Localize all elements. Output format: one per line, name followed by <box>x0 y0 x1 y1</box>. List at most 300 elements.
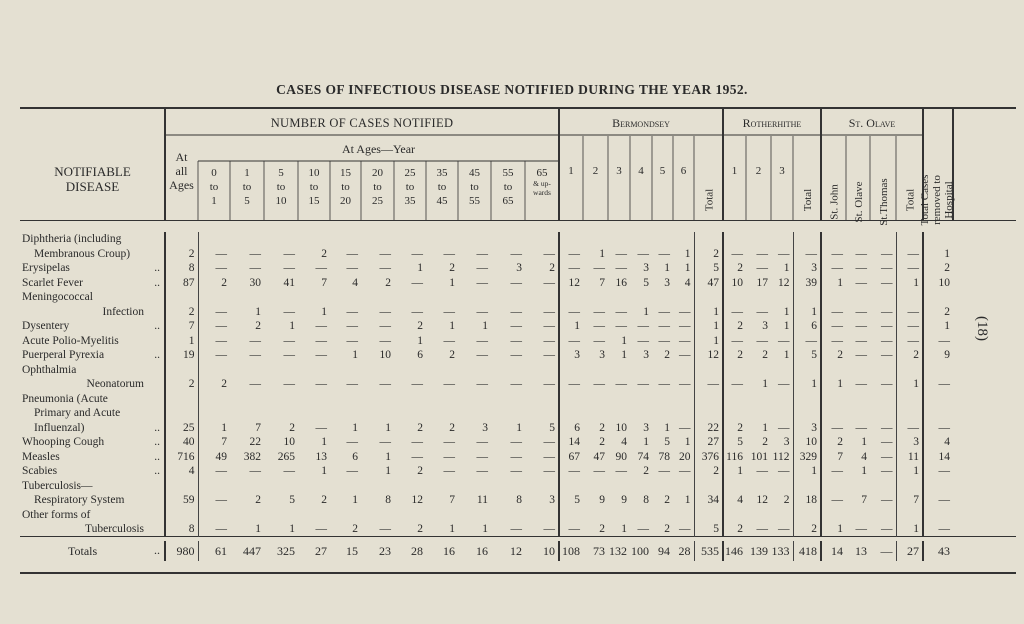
table-cell <box>361 479 394 494</box>
table-cell: 3 <box>793 261 821 276</box>
table-cell: 67 <box>568 450 580 463</box>
table-cell: 1 <box>352 421 358 434</box>
table-cell: 2 <box>944 305 950 318</box>
table-cell: — <box>525 377 559 392</box>
page-number: (18) <box>974 316 990 341</box>
age-band-label: to <box>341 181 350 193</box>
table-row <box>20 464 1001 479</box>
table-cell <box>923 290 953 305</box>
table-cell <box>771 406 793 421</box>
table-cell: — <box>568 523 580 535</box>
table-cell: — <box>283 334 295 347</box>
page-title: CASES OF INFECTIOUS DISEASE NOTIFIED DURING THE YEAR 1952. <box>276 82 748 97</box>
table-cell: 2 <box>449 421 455 434</box>
table-cell <box>361 508 394 523</box>
table-cell: — <box>525 276 559 291</box>
table-cell <box>746 363 771 378</box>
table-cell: 59 <box>165 493 198 508</box>
table-cell: 1 <box>837 276 843 289</box>
table-cell <box>198 232 230 247</box>
table-cell: — <box>673 305 694 320</box>
age-band-label: 65 <box>536 167 548 179</box>
table-cell: 2 <box>694 464 723 479</box>
table-cell: 112 <box>771 450 793 465</box>
table-cell: — <box>510 450 522 463</box>
table-cell: — <box>443 465 455 477</box>
ward-label: 3 <box>616 165 622 177</box>
table-cell <box>525 406 559 421</box>
table-cell: 3 <box>516 262 522 274</box>
table-cell: — <box>525 334 559 349</box>
table-cell: 2 <box>837 436 843 448</box>
table-cell: 265 <box>277 450 295 463</box>
table-cell: — <box>315 421 327 434</box>
notifiable-disease-heading: NOTIFIABLE <box>54 164 131 179</box>
ward-label: 1 <box>731 165 738 177</box>
table-cell: 1 <box>352 349 358 361</box>
at-all-ages-heading: Ages <box>169 178 194 192</box>
table-cell: 22 <box>694 421 723 436</box>
table-cell: — <box>593 320 605 332</box>
table-cell <box>491 479 525 494</box>
table-cell: 2 <box>599 436 605 448</box>
table-cell <box>330 232 361 247</box>
leader-dots: .. <box>154 262 160 274</box>
table-cell: 1 <box>673 493 694 508</box>
table-cell: 2 <box>737 349 743 361</box>
table-cell <box>793 290 821 305</box>
totals-cell: 61 <box>215 543 227 558</box>
table-cell: 1 <box>621 349 627 361</box>
age-band-label: 45 <box>469 167 480 179</box>
table-cell: — <box>510 334 522 347</box>
table-cell: — <box>525 450 559 465</box>
table-cell: 1 <box>673 247 694 262</box>
table-cell: — <box>637 523 649 535</box>
table-cell <box>746 508 771 523</box>
table-cell: — <box>870 261 896 276</box>
table-cell: 1 <box>516 421 522 434</box>
totals-cell: 139 <box>750 543 768 558</box>
table-cell: — <box>215 320 227 332</box>
table-cell: 1 <box>621 334 627 347</box>
table-row <box>20 522 1001 537</box>
table-cell: 3 <box>574 349 580 361</box>
table-cell: 6 <box>793 319 821 334</box>
table-cell <box>165 290 198 305</box>
disease-label <box>20 450 165 465</box>
table-cell: — <box>346 262 358 274</box>
totals-cell: 43 <box>938 543 950 558</box>
age-band-label: to <box>242 181 252 193</box>
table-cell: — <box>658 247 670 260</box>
table-cell: 1 <box>664 421 670 434</box>
table-cell <box>264 392 298 407</box>
table-cell: 39 <box>793 276 821 291</box>
table-cell: — <box>637 334 649 347</box>
table-cell: 1 <box>861 436 867 448</box>
age-band-label: to <box>405 181 415 193</box>
table-cell: — <box>855 334 867 347</box>
table-cell: 1 <box>694 334 723 349</box>
table-cell: — <box>379 247 391 260</box>
table-cell: 2 <box>255 320 261 332</box>
age-band-label: & up- <box>533 179 551 188</box>
age-band-label: 65 <box>502 195 514 207</box>
table-cell: — <box>731 334 743 347</box>
totals-cell: 325 <box>277 543 295 558</box>
table-cell <box>630 392 652 407</box>
table-cell: 11 <box>896 450 923 465</box>
table-cell <box>458 392 491 407</box>
table-cell: — <box>411 450 423 463</box>
table-cell: — <box>938 494 950 506</box>
table-cell: — <box>896 319 923 334</box>
disease-label <box>20 290 165 305</box>
notifiable-disease-heading: DISEASE <box>65 179 120 194</box>
table-cell: 1 <box>289 523 295 535</box>
table-cell <box>652 479 673 494</box>
table-cell: 1 <box>449 320 455 332</box>
table-cell: — <box>855 349 867 361</box>
table-cell <box>559 508 583 523</box>
table-cell <box>330 290 361 305</box>
table-cell <box>458 290 491 305</box>
table-cell: — <box>510 247 522 260</box>
table-cell: 1 <box>771 261 793 276</box>
totals-label-text: Totals <box>68 543 98 558</box>
table-cell: — <box>673 377 694 392</box>
table-cell: 5 <box>737 436 743 448</box>
table-row <box>20 290 1001 305</box>
table-cell: — <box>637 378 649 390</box>
table-cell: 14 <box>938 450 950 463</box>
table-cell: 10 <box>793 435 821 450</box>
table-cell: — <box>756 465 768 477</box>
age-band-label: 20 <box>340 195 351 207</box>
table-cell: — <box>215 247 227 260</box>
table-cell: — <box>476 378 488 390</box>
table-cell: — <box>831 262 843 274</box>
table-cell: 4 <box>621 436 627 448</box>
table-cell: — <box>593 305 605 318</box>
table-cell: — <box>443 378 455 390</box>
table-cell: — <box>870 377 896 392</box>
disease-name: Tuberculosis <box>85 523 144 535</box>
table-cell: — <box>615 247 627 260</box>
table-cell: — <box>525 522 559 537</box>
table-cell <box>165 232 198 247</box>
table-cell <box>723 290 746 305</box>
table-cell <box>694 406 723 421</box>
table-cell: — <box>510 349 522 361</box>
table-cell: — <box>938 421 950 434</box>
table-row <box>20 421 1001 436</box>
table-cell: 8 <box>385 494 391 506</box>
table-cell: 1 <box>385 450 391 463</box>
table-cell <box>198 406 230 421</box>
table-cell: 3 <box>643 349 649 361</box>
table-cell <box>426 392 458 407</box>
table-cell: 8 <box>516 494 522 506</box>
table-cell: — <box>673 421 694 436</box>
table-cell: — <box>525 348 559 363</box>
table-cell: 329 <box>793 450 821 465</box>
table-cell: 2 <box>664 523 670 535</box>
table-cell: 2 <box>944 262 950 274</box>
table-cell: — <box>593 465 605 477</box>
table-cell <box>746 232 771 247</box>
table-cell <box>896 479 923 494</box>
age-band-label: 45 <box>436 195 448 207</box>
table-cell <box>608 392 630 407</box>
table-cell <box>426 290 458 305</box>
table-cell: 6 <box>574 421 580 434</box>
totals-cell: 27 <box>315 543 327 558</box>
table-cell: 25 <box>165 421 198 436</box>
table-cell: — <box>855 276 867 289</box>
totals-cell: 16 <box>443 543 455 558</box>
age-band-label: to <box>309 181 319 193</box>
totals-cell: 535 <box>694 541 723 561</box>
table-cell: 1 <box>385 421 391 434</box>
table-cell: 2 <box>417 421 423 434</box>
table-cell: 376 <box>694 450 723 465</box>
table-cell <box>673 406 694 421</box>
table-cell: — <box>831 247 843 260</box>
table-cell: 6 <box>352 450 358 463</box>
table-cell: 18 <box>793 493 821 508</box>
table-cell <box>165 392 198 407</box>
table-cell <box>525 363 559 378</box>
table-cell <box>361 232 394 247</box>
table-cell <box>394 406 426 421</box>
table-cell: 3 <box>762 320 768 332</box>
table-cell <box>846 406 870 421</box>
disease-label <box>20 334 165 349</box>
table-cell <box>846 232 870 247</box>
table-cell <box>896 406 923 421</box>
table-cell: 2 <box>771 493 793 508</box>
table-cell: 47 <box>694 276 723 291</box>
table-cell: — <box>283 465 295 477</box>
totals-cell: — <box>870 541 896 561</box>
table-cell <box>923 406 953 421</box>
table-cell <box>896 232 923 247</box>
table-cell: — <box>568 334 580 347</box>
table-cell <box>821 363 846 378</box>
table-cell: 27 <box>694 435 723 450</box>
table-cell <box>559 406 583 421</box>
disease-name: Neonatorum <box>86 378 144 390</box>
table-cell: 101 <box>750 450 768 463</box>
table-cell: — <box>249 247 261 260</box>
disease-name: Scabies <box>22 465 58 477</box>
table-cell <box>870 232 896 247</box>
table-cell: 2 <box>221 276 227 289</box>
table-cell: — <box>637 247 649 260</box>
table-cell: — <box>510 523 522 535</box>
totals-cell: 100 <box>631 543 649 558</box>
table-cell: 5 <box>664 436 670 448</box>
table-cell: 4 <box>737 494 743 506</box>
table-cell: — <box>896 421 923 436</box>
table-cell: — <box>379 320 391 332</box>
table-cell: — <box>283 349 295 361</box>
table-cell: 2 <box>737 262 743 274</box>
table-cell: — <box>215 305 227 318</box>
table-cell <box>846 363 870 378</box>
ward-label: 5 <box>659 165 666 177</box>
table-row <box>20 363 1001 378</box>
table-cell <box>298 232 330 247</box>
table-cell <box>394 479 426 494</box>
table-cell <box>793 508 821 523</box>
disease-name: Primary and Acute <box>34 407 121 419</box>
table-cell <box>230 406 264 421</box>
age-band-label: 10 <box>308 167 320 179</box>
table-cell: — <box>731 305 743 318</box>
table-cell <box>298 479 330 494</box>
ward-label: 3 <box>779 165 785 177</box>
table-cell: 1 <box>255 523 261 535</box>
table-cell: 9 <box>944 349 950 361</box>
table-cell: — <box>855 421 867 434</box>
table-cell: 3 <box>482 421 488 434</box>
table-cell: 1 <box>793 305 821 320</box>
table-row <box>20 377 1001 392</box>
table-cell <box>426 406 458 421</box>
totals-cell: 10 <box>525 541 559 561</box>
table-cell <box>694 290 723 305</box>
table-cell <box>491 406 525 421</box>
table-row <box>20 247 1001 262</box>
table-cell <box>330 392 361 407</box>
table-cell <box>771 508 793 523</box>
table-cell: — <box>593 378 605 390</box>
table-cell: 1 <box>673 261 694 276</box>
disease-label <box>20 305 165 320</box>
table-cell <box>426 508 458 523</box>
table-cell: 1 <box>621 523 627 535</box>
table-cell: 2 <box>321 494 327 506</box>
table-cell <box>264 508 298 523</box>
table-row <box>20 261 1001 276</box>
table-cell: — <box>568 378 580 390</box>
table-cell: 4 <box>673 276 694 291</box>
table-cell <box>896 392 923 407</box>
table-cell <box>923 363 953 378</box>
disease-name: Respiratory System <box>34 494 125 506</box>
disease-label <box>20 377 165 392</box>
table-cell: 17 <box>756 276 768 289</box>
leader-dots: .. <box>154 450 160 463</box>
table-cell <box>230 508 264 523</box>
table-cell: — <box>593 334 605 347</box>
disease-name: Membranous Croup) <box>34 247 131 260</box>
table-cell: — <box>249 378 261 390</box>
table-cell: 90 <box>615 450 627 463</box>
table-cell: 2 <box>165 247 198 262</box>
table-cell: — <box>771 334 793 349</box>
disease-label <box>20 276 165 291</box>
table-cell <box>559 232 583 247</box>
table-cell: — <box>870 334 896 349</box>
table-cell: — <box>771 247 793 262</box>
table-cell: 40 <box>165 435 198 450</box>
table-cell: — <box>411 436 423 448</box>
table-cell: 10 <box>379 349 391 361</box>
disease-label <box>20 319 165 334</box>
table-cell: 49 <box>215 450 227 463</box>
totals-cell: 28 <box>673 541 694 561</box>
table-cell <box>491 290 525 305</box>
table-cell: 3 <box>525 493 559 508</box>
table-cell: — <box>673 464 694 479</box>
table-cell: 8 <box>643 494 649 506</box>
table-cell: 2 <box>289 421 295 434</box>
table-cell: 7 <box>861 494 867 506</box>
table-cell: — <box>283 305 295 318</box>
table-cell: — <box>215 465 227 477</box>
at-all-ages-heading: At <box>175 150 188 164</box>
table-cell <box>198 508 230 523</box>
table-cell <box>771 363 793 378</box>
table-cell: — <box>525 247 559 262</box>
age-band-label: to <box>437 181 447 193</box>
totals-cell: 23 <box>379 543 391 558</box>
table-cell: — <box>831 334 843 347</box>
table-cell: 2 <box>737 320 743 332</box>
table-cell: 1 <box>896 276 923 291</box>
age-band-label: 15 <box>308 195 320 207</box>
table-cell: 4 <box>861 450 867 463</box>
table-cell: 1 <box>165 334 198 349</box>
table-cell: — <box>756 305 768 318</box>
table-cell <box>198 392 230 407</box>
table-cell <box>673 290 694 305</box>
table-cell <box>870 479 896 494</box>
table-cell: — <box>831 320 843 332</box>
table-row <box>20 508 1001 523</box>
table-cell: — <box>411 305 423 318</box>
table-cell <box>652 508 673 523</box>
table-cell <box>821 290 846 305</box>
table-row <box>20 493 1001 508</box>
table-cell: 3 <box>643 421 649 434</box>
table-cell <box>746 479 771 494</box>
disease-name: Pneumonia (Acute <box>22 392 108 405</box>
table-cell: — <box>215 494 227 506</box>
table-cell: — <box>855 378 867 390</box>
table-cell <box>771 479 793 494</box>
table-cell: 1 <box>861 465 867 477</box>
table-cell: — <box>658 305 670 318</box>
table-cell: 5 <box>694 522 723 537</box>
leader-dots: .. <box>154 276 160 289</box>
table-cell: 716 <box>165 450 198 465</box>
table-cell: 2 <box>417 465 423 477</box>
total-heading: Total <box>904 188 917 212</box>
table-cell <box>694 232 723 247</box>
table-cell: — <box>215 349 227 361</box>
parish-label: St. John <box>828 184 841 220</box>
table-cell: 2 <box>737 421 743 434</box>
table-cell: 2 <box>352 523 358 535</box>
table-cell: — <box>510 305 522 318</box>
table-cell: — <box>525 305 559 320</box>
leader-dots: .. <box>154 349 160 361</box>
